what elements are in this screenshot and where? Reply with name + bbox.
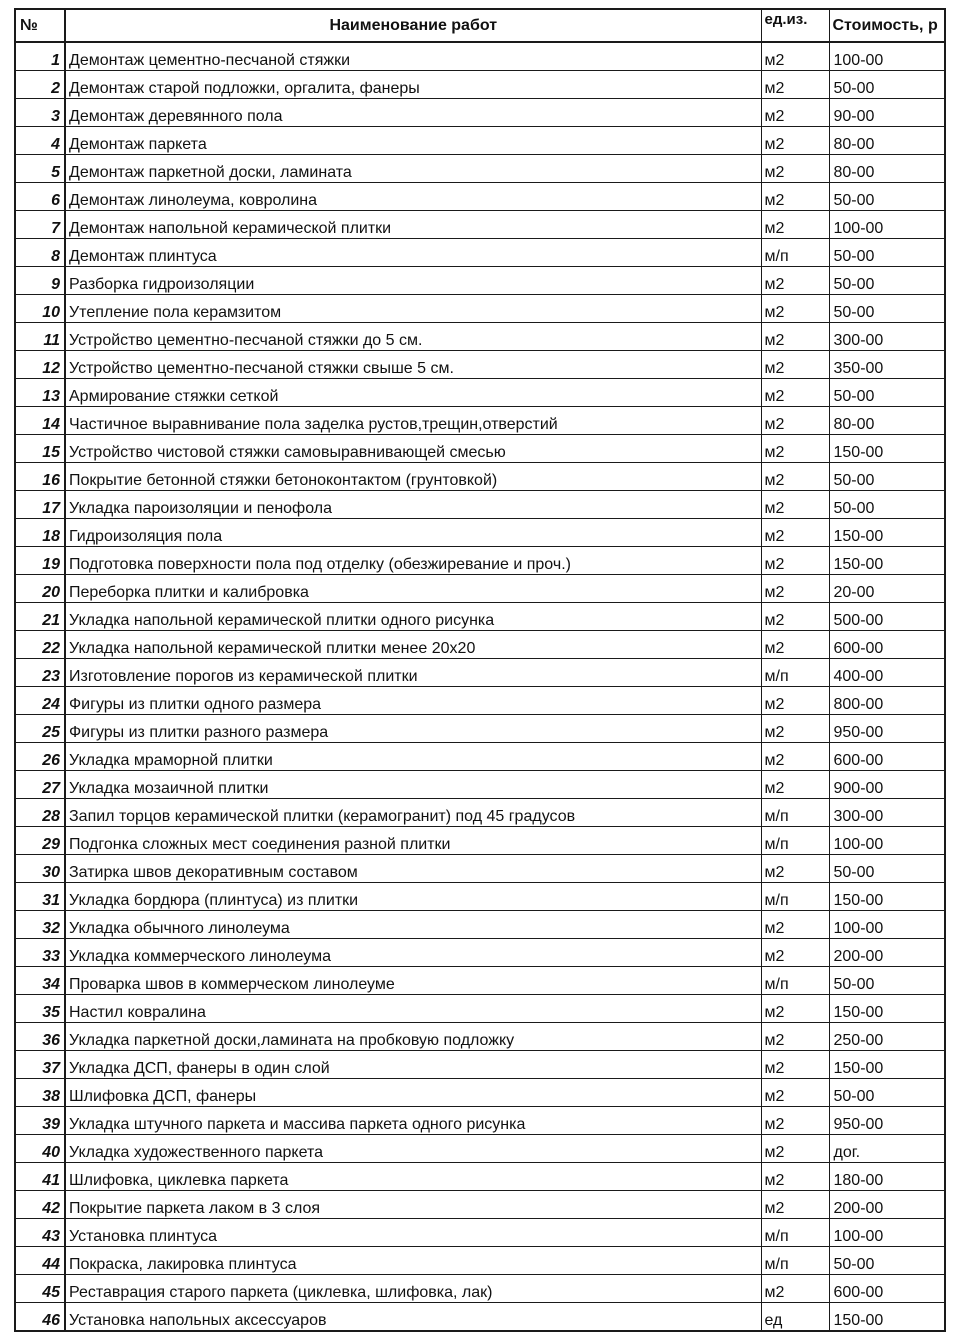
row-cost: 100-00: [829, 911, 945, 939]
row-work-name: Реставрация старого паркета (циклевка, шлифовка, лак): [65, 1275, 761, 1303]
row-work-name: Переборка плитки и калибровка: [65, 575, 761, 603]
row-work-name: Демонтаж напольной керамической плитки: [65, 211, 761, 239]
row-number: 7: [15, 211, 65, 239]
row-work-name: Покраска, лакировка плинтуса: [65, 1247, 761, 1275]
row-unit: м2: [761, 743, 829, 771]
row-unit: ед: [761, 1303, 829, 1332]
table-row: [15, 127, 945, 155]
row-cost: 50-00: [829, 967, 945, 995]
table-row: [15, 155, 945, 183]
row-cost: 800-00: [829, 687, 945, 715]
row-number: 38: [15, 1079, 65, 1107]
row-unit: м2: [761, 435, 829, 463]
row-cost: 200-00: [829, 939, 945, 967]
row-unit: м2: [761, 575, 829, 603]
row-number: 17: [15, 491, 65, 519]
row-number: 19: [15, 547, 65, 575]
price-table: [14, 8, 946, 1332]
table-row: [15, 575, 945, 603]
table-row: [15, 491, 945, 519]
row-cost: 50-00: [829, 71, 945, 99]
row-work-name: Частичное выравнивание пола заделка рустов,трещин,отверстий: [65, 407, 761, 435]
row-cost: 900-00: [829, 771, 945, 799]
table-row: [15, 855, 945, 883]
row-cost: 50-00: [829, 855, 945, 883]
row-unit: м/п: [761, 827, 829, 855]
row-unit: м2: [761, 71, 829, 99]
row-work-name: Демонтаж деревянного пола: [65, 99, 761, 127]
row-number: 5: [15, 155, 65, 183]
row-work-name: Устройство цементно-песчаной стяжки свыше 5 см.: [65, 351, 761, 379]
row-work-name: Укладка напольной керамической плитки менее 20х20: [65, 631, 761, 659]
row-work-name: Демонтаж паркета: [65, 127, 761, 155]
row-cost: 50-00: [829, 295, 945, 323]
row-cost: 50-00: [829, 463, 945, 491]
row-cost: 150-00: [829, 519, 945, 547]
row-unit: м2: [761, 939, 829, 967]
row-number: 43: [15, 1219, 65, 1247]
table-row: [15, 42, 945, 71]
row-cost: 200-00: [829, 1191, 945, 1219]
row-number: 11: [15, 323, 65, 351]
table-row: [15, 1219, 945, 1247]
row-number: 9: [15, 267, 65, 295]
row-cost: 100-00: [829, 42, 945, 71]
table-row: [15, 519, 945, 547]
row-unit: м2: [761, 407, 829, 435]
row-unit: м2: [761, 715, 829, 743]
table-row: [15, 659, 945, 687]
row-unit: м/п: [761, 659, 829, 687]
row-work-name: Установка напольных аксессуаров: [65, 1303, 761, 1332]
row-unit: м2: [761, 687, 829, 715]
row-number: 24: [15, 687, 65, 715]
row-work-name: Укладка напольной керамической плитки одного рисунка: [65, 603, 761, 631]
table-row: [15, 295, 945, 323]
row-cost: 500-00: [829, 603, 945, 631]
row-unit: м/п: [761, 883, 829, 911]
table-row: [15, 1303, 945, 1332]
header-unit: ед.из.: [761, 9, 829, 42]
table-row: [15, 239, 945, 267]
row-cost: 50-00: [829, 183, 945, 211]
row-number: 34: [15, 967, 65, 995]
table-row: [15, 1135, 945, 1163]
row-unit: м2: [761, 323, 829, 351]
row-unit: м2: [761, 855, 829, 883]
row-work-name: Гидроизоляция пола: [65, 519, 761, 547]
row-number: 4: [15, 127, 65, 155]
row-unit: м2: [761, 911, 829, 939]
row-unit: м2: [761, 183, 829, 211]
row-unit: м2: [761, 1163, 829, 1191]
row-unit: м2: [761, 1079, 829, 1107]
row-work-name: Запил торцов керамической плитки (керамогранит) под 45 градусов: [65, 799, 761, 827]
row-work-name: Демонтаж цементно-песчаной стяжки: [65, 42, 761, 71]
row-number: 6: [15, 183, 65, 211]
row-unit: м2: [761, 155, 829, 183]
table-row: [15, 211, 945, 239]
row-unit: м2: [761, 995, 829, 1023]
table-row: [15, 939, 945, 967]
row-unit: м2: [761, 1191, 829, 1219]
table-row: [15, 547, 945, 575]
table-row: [15, 1191, 945, 1219]
row-number: 8: [15, 239, 65, 267]
row-cost: 250-00: [829, 1023, 945, 1051]
row-work-name: Демонтаж старой подложки, оргалита, фанеры: [65, 71, 761, 99]
row-cost: 50-00: [829, 379, 945, 407]
row-unit: м2: [761, 295, 829, 323]
row-number: 20: [15, 575, 65, 603]
row-number: 13: [15, 379, 65, 407]
row-cost: 100-00: [829, 827, 945, 855]
row-number: 26: [15, 743, 65, 771]
row-work-name: Подготовка поверхности пола под отделку (обезжиревание и проч.): [65, 547, 761, 575]
row-unit: м2: [761, 1135, 829, 1163]
row-number: 39: [15, 1107, 65, 1135]
row-work-name: Армирование стяжки сеткой: [65, 379, 761, 407]
table-row: [15, 631, 945, 659]
row-cost: 50-00: [829, 491, 945, 519]
row-work-name: Разборка гидроизоляции: [65, 267, 761, 295]
row-work-name: Укладка ДСП, фанеры в один слой: [65, 1051, 761, 1079]
table-row: [15, 351, 945, 379]
row-work-name: Изготовление порогов из керамической плитки: [65, 659, 761, 687]
table-body: [15, 42, 945, 1331]
row-cost: 50-00: [829, 1247, 945, 1275]
header-work-name: Наименование работ: [65, 9, 761, 42]
row-number: 41: [15, 1163, 65, 1191]
table-row: [15, 687, 945, 715]
row-cost: 300-00: [829, 323, 945, 351]
row-work-name: Укладка коммерческого линолеума: [65, 939, 761, 967]
row-unit: м2: [761, 127, 829, 155]
row-number: 12: [15, 351, 65, 379]
row-cost: 600-00: [829, 743, 945, 771]
row-cost: 80-00: [829, 155, 945, 183]
row-cost: 50-00: [829, 267, 945, 295]
row-cost: 150-00: [829, 995, 945, 1023]
row-work-name: Укладка паркетной доски,ламината на пробковую подложку: [65, 1023, 761, 1051]
row-work-name: Укладка обычного линолеума: [65, 911, 761, 939]
row-number: 1: [15, 42, 65, 71]
table-row: [15, 267, 945, 295]
row-unit: м2: [761, 519, 829, 547]
table-row: [15, 379, 945, 407]
row-unit: м2: [761, 603, 829, 631]
row-number: 27: [15, 771, 65, 799]
table-row: [15, 603, 945, 631]
row-number: 31: [15, 883, 65, 911]
row-unit: м2: [761, 463, 829, 491]
table-row: [15, 827, 945, 855]
table-row: [15, 911, 945, 939]
row-cost: 150-00: [829, 1051, 945, 1079]
row-cost: 90-00: [829, 99, 945, 127]
row-work-name: Демонтаж линолеума, ковролина: [65, 183, 761, 211]
row-cost: 150-00: [829, 883, 945, 911]
row-cost: 400-00: [829, 659, 945, 687]
table-row: [15, 1275, 945, 1303]
row-work-name: Покрытие паркета лаком в 3 слоя: [65, 1191, 761, 1219]
price-sheet: [14, 8, 944, 1332]
table-header: [15, 9, 945, 42]
row-number: 44: [15, 1247, 65, 1275]
row-number: 42: [15, 1191, 65, 1219]
row-work-name: Шлифовка ДСП, фанеры: [65, 1079, 761, 1107]
table-row: [15, 183, 945, 211]
row-work-name: Подгонка сложных мест соединения разной плитки: [65, 827, 761, 855]
header-cost: Стоимость, р: [829, 9, 945, 42]
row-unit: м2: [761, 771, 829, 799]
row-work-name: Демонтаж плинтуса: [65, 239, 761, 267]
row-number: 2: [15, 71, 65, 99]
row-work-name: Укладка штучного паркета и массива паркета одного рисунка: [65, 1107, 761, 1135]
row-work-name: Демонтаж паркетной доски, ламината: [65, 155, 761, 183]
table-row: [15, 71, 945, 99]
row-number: 25: [15, 715, 65, 743]
row-number: 33: [15, 939, 65, 967]
table-row: [15, 463, 945, 491]
row-work-name: Укладка мраморной плитки: [65, 743, 761, 771]
row-cost: 20-00: [829, 575, 945, 603]
row-number: 18: [15, 519, 65, 547]
row-number: 37: [15, 1051, 65, 1079]
row-work-name: Настил ковралина: [65, 995, 761, 1023]
row-number: 3: [15, 99, 65, 127]
row-cost: 80-00: [829, 407, 945, 435]
row-unit: м2: [761, 1023, 829, 1051]
row-number: 15: [15, 435, 65, 463]
row-unit: м2: [761, 1107, 829, 1135]
row-unit: м2: [761, 211, 829, 239]
row-number: 36: [15, 1023, 65, 1051]
row-unit: м2: [761, 267, 829, 295]
row-work-name: Фигуры из плитки одного размера: [65, 687, 761, 715]
row-number: 45: [15, 1275, 65, 1303]
row-number: 28: [15, 799, 65, 827]
row-number: 23: [15, 659, 65, 687]
row-work-name: Укладка бордюра (плинтуса) из плитки: [65, 883, 761, 911]
table-row: [15, 99, 945, 127]
row-cost: 50-00: [829, 239, 945, 267]
row-unit: м2: [761, 351, 829, 379]
row-cost: 150-00: [829, 435, 945, 463]
row-unit: м2: [761, 1051, 829, 1079]
row-unit: м2: [761, 379, 829, 407]
row-unit: м2: [761, 631, 829, 659]
row-cost: 50-00: [829, 1079, 945, 1107]
row-cost: 150-00: [829, 547, 945, 575]
row-cost: 300-00: [829, 799, 945, 827]
row-unit: м2: [761, 1275, 829, 1303]
row-work-name: Фигуры из плитки разного размера: [65, 715, 761, 743]
row-cost: 180-00: [829, 1163, 945, 1191]
table-row: [15, 883, 945, 911]
row-unit: м2: [761, 99, 829, 127]
row-cost: 950-00: [829, 715, 945, 743]
row-number: 40: [15, 1135, 65, 1163]
row-number: 29: [15, 827, 65, 855]
table-row: [15, 1079, 945, 1107]
table-row: [15, 1107, 945, 1135]
table-row: [15, 967, 945, 995]
row-cost: 80-00: [829, 127, 945, 155]
row-unit: м/п: [761, 1247, 829, 1275]
row-cost: 100-00: [829, 1219, 945, 1247]
row-number: 30: [15, 855, 65, 883]
header-number: №: [15, 9, 65, 42]
row-work-name: Утепление пола керамзитом: [65, 295, 761, 323]
row-number: 35: [15, 995, 65, 1023]
row-cost: 100-00: [829, 211, 945, 239]
table-row: [15, 1163, 945, 1191]
table-row: [15, 995, 945, 1023]
row-number: 22: [15, 631, 65, 659]
row-work-name: Проварка швов в коммерческом линолеуме: [65, 967, 761, 995]
row-unit: м/п: [761, 799, 829, 827]
row-work-name: Шлифовка, циклевка паркета: [65, 1163, 761, 1191]
table-row: [15, 1247, 945, 1275]
table-row: [15, 1023, 945, 1051]
row-work-name: Укладка пароизоляции и пенофола: [65, 491, 761, 519]
row-unit: м2: [761, 42, 829, 71]
row-work-name: Затирка швов декоративным составом: [65, 855, 761, 883]
row-number: 21: [15, 603, 65, 631]
row-unit: м/п: [761, 1219, 829, 1247]
row-work-name: Укладка мозаичной плитки: [65, 771, 761, 799]
row-cost: дог.: [829, 1135, 945, 1163]
row-unit: м/п: [761, 239, 829, 267]
row-unit: м2: [761, 491, 829, 519]
table-row: [15, 715, 945, 743]
table-row: [15, 407, 945, 435]
header-row: [15, 9, 945, 42]
row-number: 16: [15, 463, 65, 491]
row-cost: 600-00: [829, 631, 945, 659]
row-cost: 950-00: [829, 1107, 945, 1135]
row-work-name: Укладка художественного паркета: [65, 1135, 761, 1163]
row-work-name: Покрытие бетонной стяжки бетоноконтактом (грунтовкой): [65, 463, 761, 491]
row-number: 32: [15, 911, 65, 939]
row-work-name: Устройство цементно-песчаной стяжки до 5 см.: [65, 323, 761, 351]
row-unit: м2: [761, 547, 829, 575]
table-row: [15, 1051, 945, 1079]
row-number: 46: [15, 1303, 65, 1332]
table-row: [15, 323, 945, 351]
table-row: [15, 743, 945, 771]
row-work-name: Устройство чистовой стяжки самовыравнивающей смесью: [65, 435, 761, 463]
row-number: 10: [15, 295, 65, 323]
row-work-name: Установка плинтуса: [65, 1219, 761, 1247]
row-number: 14: [15, 407, 65, 435]
row-cost: 150-00: [829, 1303, 945, 1332]
row-cost: 350-00: [829, 351, 945, 379]
row-cost: 600-00: [829, 1275, 945, 1303]
table-row: [15, 771, 945, 799]
table-row: [15, 799, 945, 827]
table-row: [15, 435, 945, 463]
row-unit: м/п: [761, 967, 829, 995]
